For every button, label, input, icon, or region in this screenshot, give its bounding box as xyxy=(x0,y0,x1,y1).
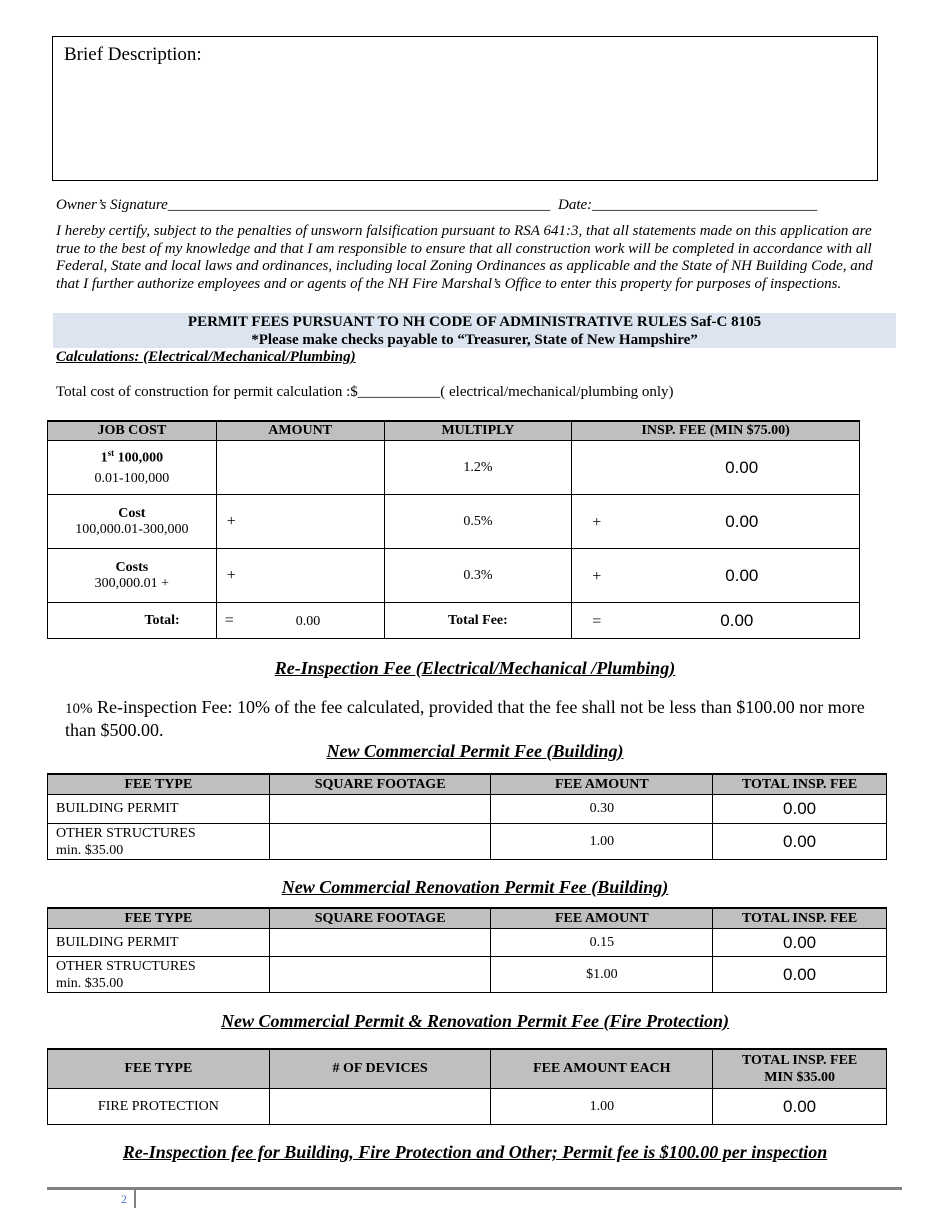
header-devices: # OF DEVICES xyxy=(269,1049,491,1089)
total-fee-cell: 0.00 xyxy=(713,929,887,957)
header-total-insp-fee: TOTAL INSP. FEE xyxy=(713,774,887,795)
table-header xyxy=(48,908,887,929)
reinspection-text: 10% Re-inspection Fee: 10% of the fee calculated, provided that the fee shall not be less than $100.00 nor more than $500.00. xyxy=(65,697,865,740)
permit-fees-banner xyxy=(53,313,896,348)
fee-type-cell: BUILDING PERMIT xyxy=(48,795,270,824)
total-fee: = 0.00 xyxy=(572,603,860,639)
table-row xyxy=(48,929,887,957)
table-row xyxy=(48,495,860,549)
header-fee-amount: FEE AMOUNT xyxy=(491,774,713,795)
square-footage-input[interactable] xyxy=(269,957,491,993)
footer-divider xyxy=(47,1187,902,1190)
table-row xyxy=(48,824,887,860)
table-row xyxy=(48,549,860,603)
table-header xyxy=(48,774,887,795)
total-fee-cell: 0.00 xyxy=(713,824,887,860)
brief-description-box[interactable] xyxy=(52,36,878,181)
commercial-permit-title: New Commercial Permit Fee (Building) xyxy=(326,741,624,761)
total-fee-label: Total Fee: xyxy=(384,603,572,639)
table-row xyxy=(48,957,887,993)
total-fee-cell: 0.00 xyxy=(713,1089,887,1125)
multiply-value: 0.3% xyxy=(384,549,572,603)
fee-amount-cell: 0.15 xyxy=(491,929,713,957)
multiply-value: 0.5% xyxy=(384,495,572,549)
job-cost-cell: 1st 100,000 0.01-100,000 xyxy=(48,441,217,495)
header-square-footage: SQUARE FOOTAGE xyxy=(269,774,491,795)
total-cost-field[interactable]: Total cost of construction for permit calculation :$___________( electrical/mechanical/plumbing only) xyxy=(56,384,674,400)
table-row xyxy=(48,795,887,824)
square-footage-input[interactable] xyxy=(269,929,491,957)
amount-input[interactable]: + xyxy=(216,549,384,603)
header-job-cost: JOB COST xyxy=(48,421,217,441)
fee-amount-cell: 0.30 xyxy=(491,795,713,824)
job-cost-cell: Costs 300,000.01 + xyxy=(48,549,217,603)
devices-input[interactable] xyxy=(269,1089,491,1125)
fee-amount-cell: $1.00 xyxy=(491,957,713,993)
page-number: 2 xyxy=(121,1192,127,1206)
total-row xyxy=(48,603,860,639)
fee-type-cell: BUILDING PERMIT xyxy=(48,929,270,957)
certification-text: I hereby certify, subject to the penalties of unsworn falsification pursuant to RSA 641:3, that all statements made on this application are true to the best of my knowledge and that I am responsible to ensure that all construction work will be completed in accordance with all Federal, State and local laws and ordinances, including local Zoning Ordinances as applicable and the State of NH Building Code, and that I further authorize employees and or agents of the NH Fire Marshal’s Office to enter this property for purposes of inspections. xyxy=(56,223,873,292)
multiply-value: 1.2% xyxy=(384,441,572,495)
commercial-permit-table xyxy=(47,773,887,860)
page-number-bar xyxy=(134,1190,136,1208)
calculations-heading: Calculations: (Electrical/Mechanical/Plumbing) xyxy=(56,349,356,365)
header-total-insp-fee: TOTAL INSP. FEE xyxy=(713,908,887,929)
header-fee-amount-each: FEE AMOUNT EACH xyxy=(491,1049,713,1089)
header-fee-amount: FEE AMOUNT xyxy=(491,908,713,929)
fee-value: + 0.00 xyxy=(572,549,860,603)
square-footage-input[interactable] xyxy=(269,824,491,860)
header-multiply: MULTIPLY xyxy=(384,421,572,441)
square-footage-input[interactable] xyxy=(269,795,491,824)
total-label: Total: xyxy=(48,603,217,639)
table-row xyxy=(48,1089,887,1125)
fee-value: + 0.00 xyxy=(572,495,860,549)
header-total-insp-fee: TOTAL INSP. FEE MIN $35.00 xyxy=(713,1049,887,1089)
total-fee-cell: 0.00 xyxy=(713,795,887,824)
fire-protection-title: New Commercial Permit & Renovation Permit Fee (Fire Protection) xyxy=(221,1011,729,1031)
renovation-permit-title: New Commercial Renovation Permit Fee (Building) xyxy=(281,877,669,897)
checks-payable-note: *Please make checks payable to “Treasurer, State of New Hampshire” xyxy=(251,331,698,348)
date-line[interactable]: Date:______________________________ xyxy=(558,197,818,213)
fee-type-cell: OTHER STRUCTURES min. $35.00 xyxy=(48,824,270,860)
fee-amount-cell: 1.00 xyxy=(491,1089,713,1125)
owner-signature-line[interactable]: Owner’s Signature___________________________________________________ xyxy=(56,197,551,213)
fire-protection-table xyxy=(47,1048,887,1125)
header-fee-type: FEE TYPE xyxy=(48,908,270,929)
header-fee-type: FEE TYPE xyxy=(48,1049,270,1089)
header-amount: AMOUNT xyxy=(216,421,384,441)
header-fee-type: FEE TYPE xyxy=(48,774,270,795)
fee-type-cell: OTHER STRUCTURES min. $35.00 xyxy=(48,957,270,993)
reinspection-other-note: Re-Inspection fee for Building, Fire Protection and Other; Permit fee is $100.00 per inspection xyxy=(122,1142,828,1162)
reinspection-title: Re-Inspection Fee (Electrical/Mechanical /Plumbing) xyxy=(274,658,676,678)
fee-value: 0.00 xyxy=(572,441,860,495)
header-insp-fee: INSP. FEE (MIN $75.00) xyxy=(572,421,860,441)
table-row xyxy=(48,441,860,495)
job-cost-cell: Cost 100,000.01-300,000 xyxy=(48,495,217,549)
header-square-footage: SQUARE FOOTAGE xyxy=(269,908,491,929)
amount-input[interactable] xyxy=(216,441,384,495)
total-fee-cell: 0.00 xyxy=(713,957,887,993)
amount-input[interactable]: + xyxy=(216,495,384,549)
permit-fees-heading: PERMIT FEES PURSUANT TO NH CODE OF ADMINISTRATIVE RULES Saf-C 8105 xyxy=(187,314,762,330)
fee-amount-cell: 1.00 xyxy=(491,824,713,860)
job-table-header xyxy=(48,421,860,441)
fee-type-cell: FIRE PROTECTION xyxy=(48,1089,270,1125)
renovation-permit-table xyxy=(47,907,887,993)
brief-description-label: Brief Description: xyxy=(64,44,202,65)
table-header xyxy=(48,1049,887,1089)
total-amount: = 0.00 xyxy=(216,603,384,639)
job-cost-table xyxy=(47,420,860,639)
